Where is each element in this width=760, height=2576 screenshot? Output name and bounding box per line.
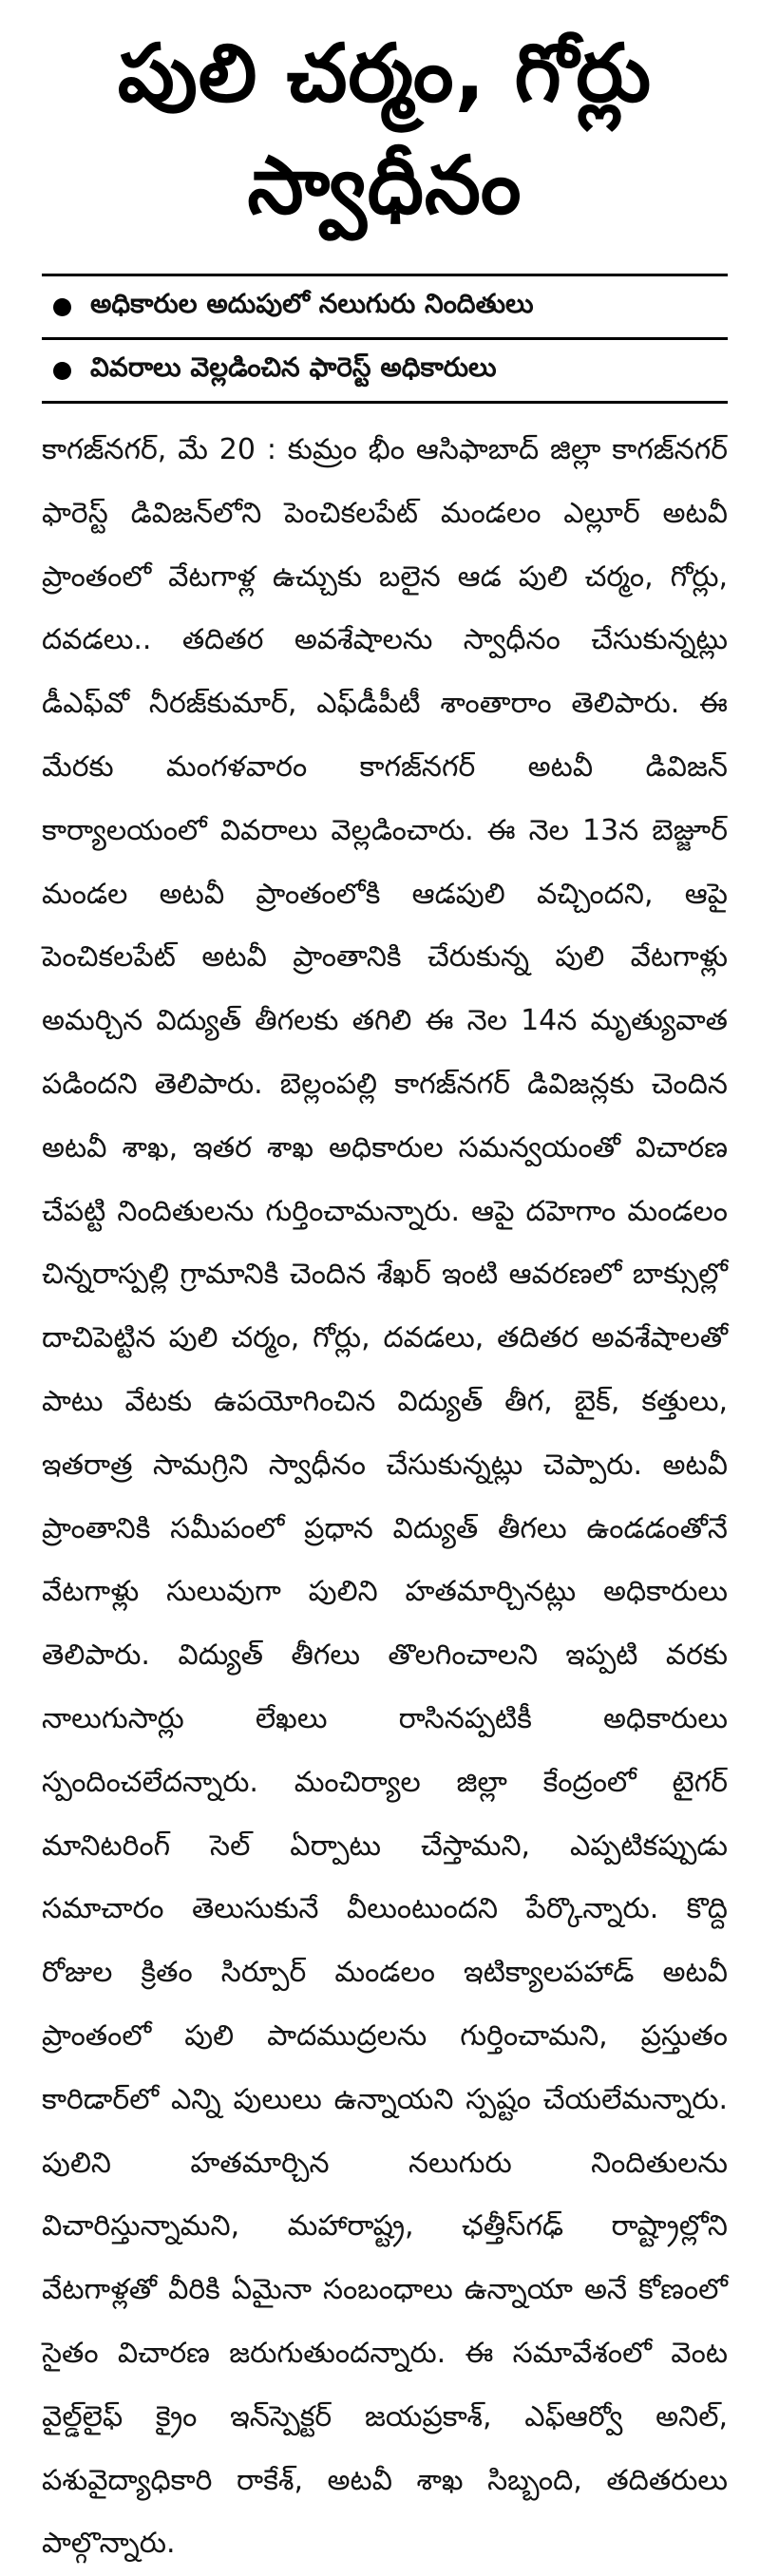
highlights-list — [42, 274, 728, 404]
highlight-text: వివరాలు వెల్లడించిన ఫారెస్ట్ అధికారులు — [90, 351, 497, 383]
highlight-item — [42, 276, 728, 340]
highlight-item — [42, 340, 728, 404]
bullet-icon — [53, 362, 71, 380]
bullet-icon — [53, 298, 71, 316]
headline — [42, 0, 728, 241]
highlight-text: అధికారుల అదుపులో నలుగురు నిందితులు — [90, 288, 534, 319]
headline-line-2: స్వాధీనం — [247, 139, 522, 232]
article-body: కాగజ్‌నగర్, మే 20 : కుమ్రం భీం ఆసిఫాబాద్ జిల్లా కాగజ్‌నగర్ ఫారెస్ట్ డివిజన్‌లోని పెంచికలపేట్ మండలం ఎల్లూర్ అటవీ ప్రాంతంలో వేటగాళ్ల ఉచ్చుకు బలైన ఆడ పులి చర్మం, గోర్లు, దవడలు.. తదితర అవశేషాలను స్వాధీనం చేసుకున్నట్లు డీఎఫ్‌వో నీరజ్‌కుమార్, ఎఫ్‌డీపీటీ శాంతారాం తెలిపారు. ఈ మేరకు మంగళవారం కాగజ్‌నగర్ అటవీ డివిజన్ కార్యాలయంలో వివరాలు వెల్లడించారు. ఈ నెల 13న బెజ్జూర్ మండల అటవీ ప్రాంతంలోకి ఆడపులి వచ్చిందని, ఆపై పెంచికలపేట్ అటవీ ప్రాంతానికి చేరుకున్న పులి వేటగాళ్లు అమర్చిన విద్యుత్ తీగలకు తగిలి ఈ నెల 14న మృత్యువాత పడిందని తెలిపారు. బెల్లంపల్లి కాగజ్‌నగర్ డివిజన్లకు చెందిన అటవీ శాఖ, ఇతర శాఖ అధికారుల సమన్వయంతో విచారణ చేపట్టి నిందితులను గుర్తించామన్నారు. ఆపై దహెగాం మండలం చిన్నరాస్పల్లి గ్రామానికి చెందిన శేఖర్ ఇంటి ఆవరణలో బాక్సుల్లో దాచిపెట్టిన పులి చర్మం, గోర్లు, దవడలు, తదితర అవశేషాలతో పాటు వేటకు ఉపయోగించిన విద్యుత్ తీగ, బైక్, కత్తులు, ఇతరాత్ర సామగ్రిని స్వాధీనం చేసుకున్నట్లు చెప్పారు. అటవీ ప్రాంతానికి సమీపంలో ప్రధాన విద్యుత్ తీగలు ఉండడంతోనే వేటగాళ్లు సులువుగా పులిని హతమార్చినట్లు అధికారులు తెలిపారు. విద్యుత్ తీగలు తొలగించాలని ఇప్పటి వరకు నాలుగుసార్లు లేఖలు రాసినప్పటికీ అధికారులు స్పందించలేదన్నారు. మంచిర్యాల జిల్లా కేంద్రంలో టైగర్ మానిటరింగ్ సెల్ ఏర్పాటు చేస్తామని, ఎప్పటికప్పుడు సమాచారం తెలుసుకునే వీలుంటుందని పేర్కొన్నారు. కొద్ది రోజుల క్రితం సిర్పూర్ మండలం ఇటిక్యాలపహాడ్ అటవీ ప్రాంతంలో పులి పాదముద్రలను గుర్తించామని, ప్రస్తుతం కారిడార్‌లో ఎన్ని పులులు ఉన్నాయని స్పష్టం చేయలేమన్నారు. పులిని హతమార్చిన నలుగురు నిందితులను విచారిస్తున్నామని, మహారాష్ట్ర, ఛత్తీస్‌గఢ్ రాష్ట్రాల్లోని వేటగాళ్లతో వీరికి ఏమైనా సంబంధాలు ఉన్నాయా అనే కోణంలో సైతం విచారణ జరుగుతుందన్నారు. ఈ సమావేశంలో వెంట వైల్డ్‌లైఫ్ క్రైం ఇన్‌స్పెక్టర్ జయప్రకాశ్, ఎఫ్ఆర్వో అనిల్, పశువైద్యాధికారి రాకేశ్, అటవీ శాఖ సిబ్బంది, తదితరులు పాల్గొన్నారు. — [42, 433, 728, 2561]
headline-line-1: పులి చర్మం, గోర్లు — [117, 27, 653, 120]
